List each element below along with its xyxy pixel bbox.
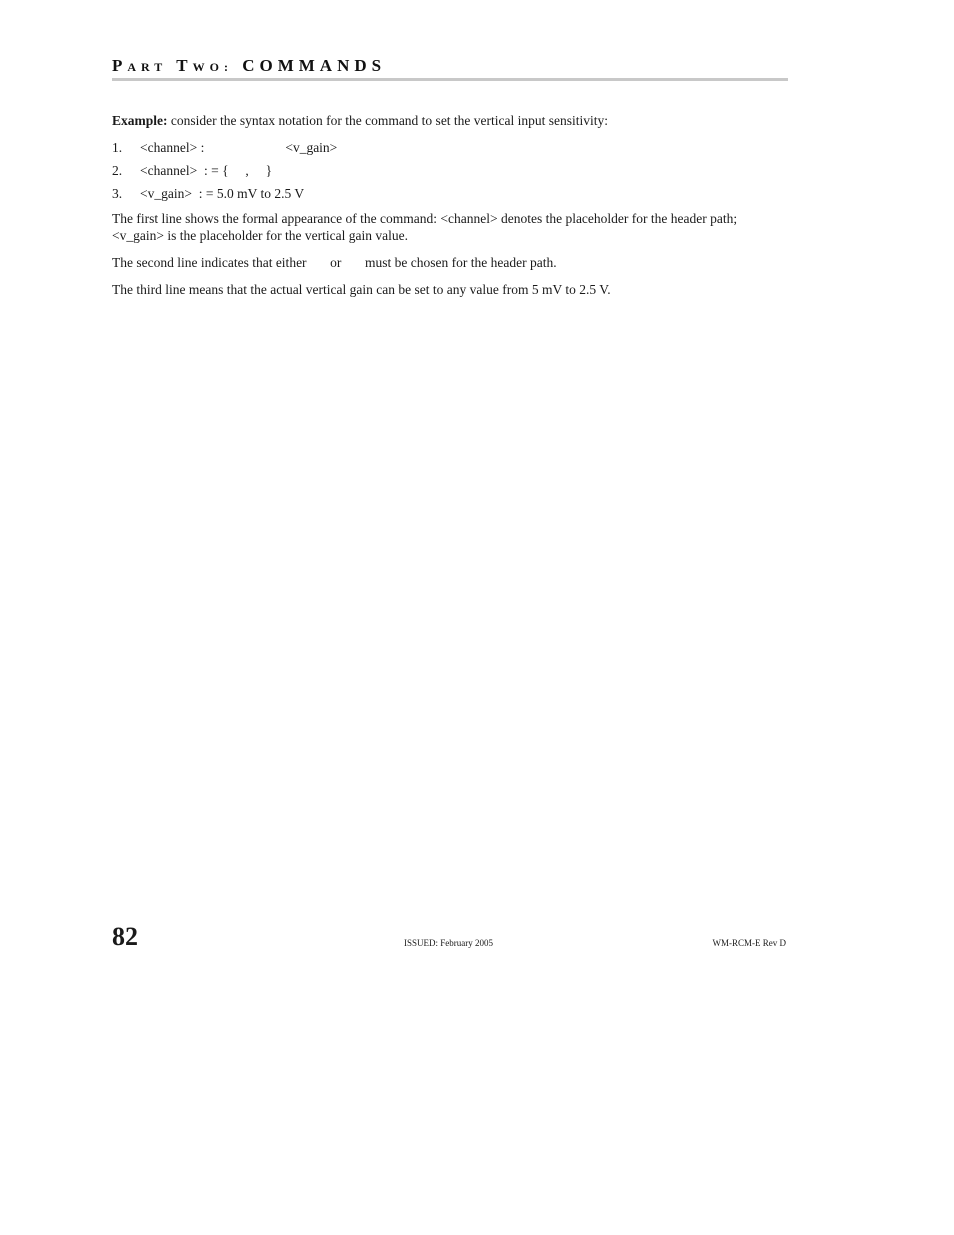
list-item-text: <channel> : <v_gain>: [140, 140, 338, 155]
list-item: [112, 162, 772, 179]
title-two-initial: T: [176, 56, 193, 75]
document-reference: WM-RCM-E Rev D: [712, 938, 786, 948]
list-item: [112, 185, 772, 202]
list-item-text: <v_gain> : = 5.0 mV to 2.5 V: [140, 186, 305, 201]
section-title: [112, 56, 788, 76]
page-body: [112, 112, 772, 308]
example-paragraph: [112, 112, 772, 129]
list-item-number: 2.: [112, 163, 123, 178]
syntax-list: [112, 139, 772, 202]
issued-date: ISSUED: February 2005: [404, 938, 493, 948]
page-header: [112, 56, 788, 81]
title-two-rest: WO:: [192, 60, 233, 74]
explanation-paragraph-3: The third line means that the actual vertical gain can be set to any value from 5 mV to 2.5 V.: [112, 282, 611, 297]
explanation-paragraph-1: The first line shows the formal appearance of the command: <channel> denotes the placeholder for the header path; <v_gain> is the placeholder for the vertical gain value.: [112, 211, 738, 243]
list-item-text: <channel> : = { , }: [140, 163, 273, 178]
title-commands: COMMANDS: [242, 56, 387, 75]
list-item-number: 3.: [112, 186, 123, 201]
page-number: 82: [112, 922, 138, 951]
title-part-initial: P: [112, 56, 128, 75]
header-divider: [112, 78, 788, 81]
list-item-number: 1.: [112, 140, 123, 155]
example-text: consider the syntax notation for the command to set the vertical input sensitivity:: [167, 113, 609, 128]
explanation-paragraph-2: The second line indicates that either or must be chosen for the header path.: [112, 255, 557, 270]
title-part-rest: ART: [127, 60, 168, 74]
page-footer: [112, 922, 788, 954]
list-item: [112, 139, 772, 156]
example-label: Example:: [112, 113, 168, 128]
